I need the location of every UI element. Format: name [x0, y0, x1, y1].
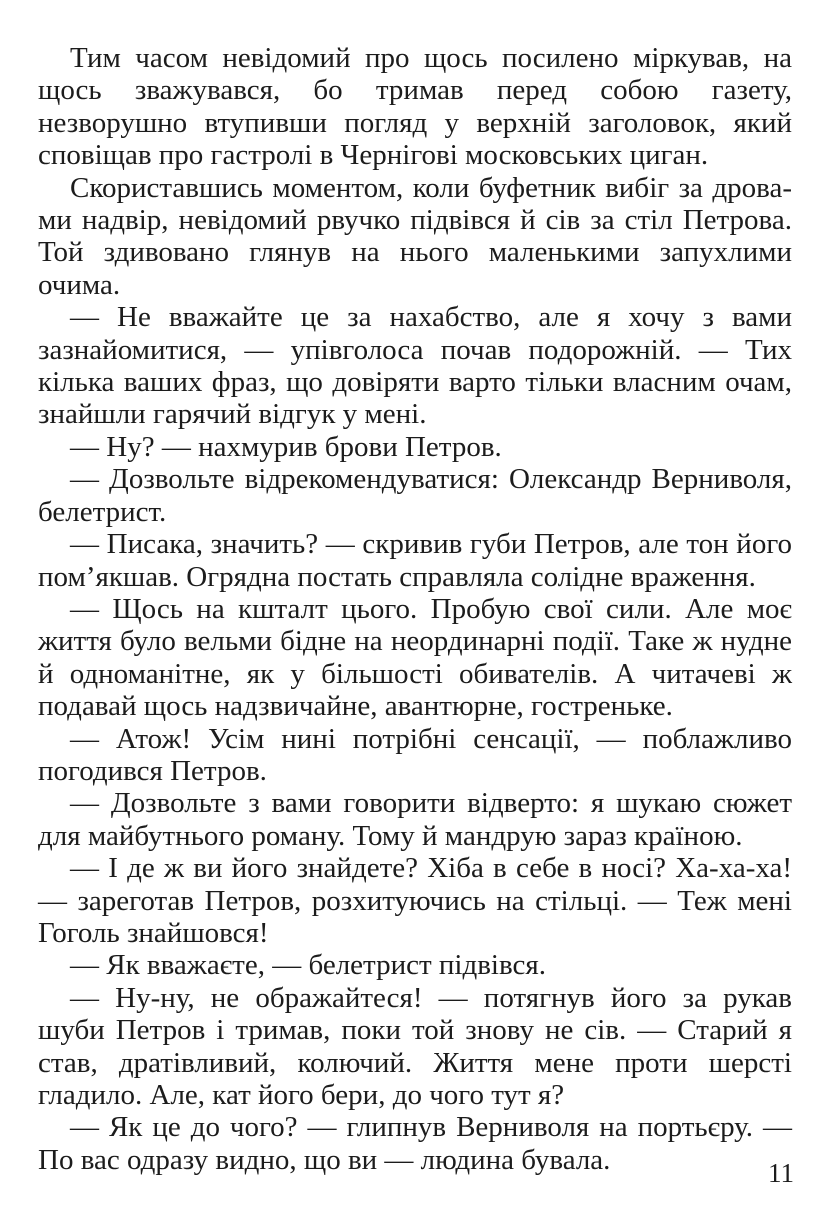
paragraph-12: — Ну-ну, не ображайтеся! — потягнув його за рукав шуби Петров і тримав, поки той знову не сів. — Старий я став, дратівливий, колючий. Життя мене проти шерсті гладило. Але, кат його бери, до чого тут я?	[38, 981, 792, 1111]
page-text	[38, 42, 792, 1176]
paragraph-10: — І де ж ви його знайдете? Хіба в себе в носі? Ха-ха-ха! — зареготав Петров, розхитуючись на стільці. — Теж мені Гоголь знайшовся!	[38, 852, 792, 949]
paragraph-9: — Дозвольте з вами говорити відверто: я шукаю сюжет для майбутнього роману. Тому й мандрую зараз країною.	[38, 787, 792, 852]
paragraph-1: Тим часом невідомий про щось посилено міркував, на щось зважувався, бо тримав перед собою газету, незворушно втупивши погляд у верхній заголовок, який сповіщав про гастролі в Чернігові московських циган.	[38, 42, 792, 172]
paragraph-8: — Атож! Усім нині потрібні сенсації, — поблажливо погодився Петров.	[38, 722, 792, 787]
page-number: 11	[768, 1158, 794, 1188]
paragraph-4: — Ну? — нахмурив брови Петров.	[70, 430, 502, 463]
paragraph-6: — Писака, значить? — скривив губи Петров, але тон його пом’якшав. Огрядна постать справляла солідне враження.	[38, 528, 792, 593]
paragraph-7: — Щось на кшталт цього. Пробую свої сили. Але моє життя було вельми бідне на неординарні події. Таке ж нудне й одноманітне, як у більшості обивателів. А читачеві ж подавай щось надзвичайне, авантюрне, гостреньке.	[38, 592, 792, 723]
paragraph-2: Скориставшись моментом, коли буфетник вибіг за дровами надвір, невідомий рвучко підвівся й сів за стіл Петрова. Той здивовано глянув на нього маленькими запухлими очима.	[38, 171, 792, 301]
paragraph-11: — Як вважаєте, — белетрист підвівся.	[70, 949, 546, 982]
paragraph-3: — Не вважайте це за нахабство, але я хочу з вами зазнайомитися, — упівголоса почав подорожній. — Тих кілька ваших фраз, що довіряти варто тільки власним очам, знайшли гарячий відгук у мені.	[38, 301, 792, 431]
paragraph-5: — Дозвольте відрекомендуватися: Олександр Верниволя, белетрист.	[38, 463, 792, 528]
paragraph-13: — Як це до чого? — глипнув Верниволя на портьєру. — По вас одразу видно, що ви — людина бувала.	[38, 1111, 792, 1176]
